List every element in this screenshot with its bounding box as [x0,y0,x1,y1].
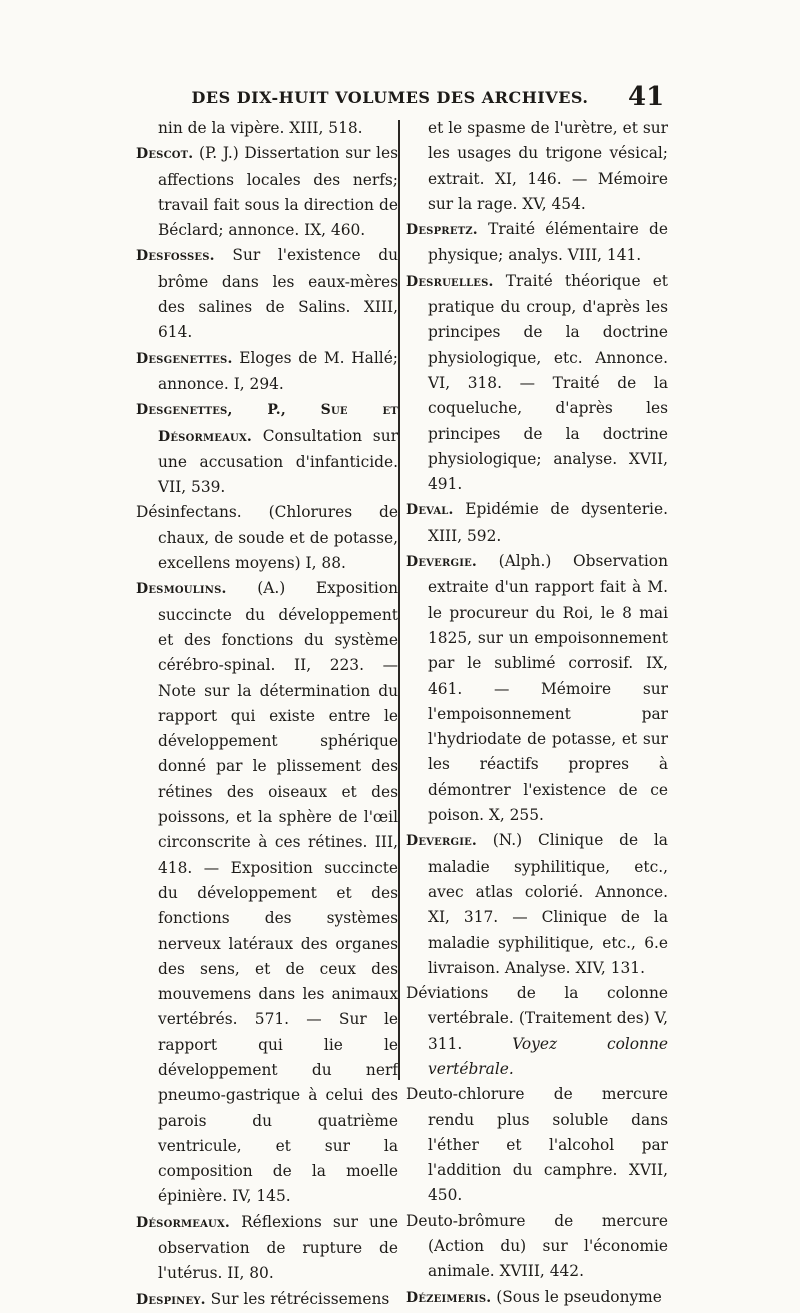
index-entry: Desfosses. Sur l'existence du brôme dans les eaux-mères des salines de Salins. XIII, 614. [136,246,398,342]
index-entry: Desmoulins. (A.) Exposition succincte du développement et des fonctions du système cérébro-spinal. II, 223. — Note sur la détermination du rapport qui existe entre le développement sphérique donné par le plissement des rétines des oiseaux et des poissons, et la sphère de l'œil circonscrite à ces rétines. III, 418. — Exposition succincte du développement et des fonctions des systèmes nerveux latéraux des organes des sens, et de ceux des mouvemens dans les animaux vertébrés. 571. — Sur le rapport qui lie le développement du nerf pneumo-gastrique à celui des parois du quatrième ventricule, et sur la composition de la moelle épinière. IV, 145. [136,579,398,1206]
entry-headword: Despiney. [136,1291,206,1308]
cross-reference: Voyez colonne vertébrale. [428,1034,668,1078]
index-entry: Deuto-brômure de mercure (Action du) sur l'économie animale. XVIII, 442. [406,1211,668,1281]
index-entry: Deuto-chlorure de mercure rendu plus soluble dans l'éther et l'alcohol par l'addition du camphre. XVII, 450. [406,1085,668,1205]
entry-headword: Desgenettes, P., Sue et Désormeaux. [136,402,398,445]
entry-headword: Despretz. [406,222,478,239]
index-entry: Déviations de la colonne vertébrale. (Traitement des) V, 311. Voyez colonne vertébrale. [406,984,668,1078]
index-entry: Despiney. Sur les rétrécissemens [136,1289,390,1308]
entry-headword: Descot. [136,146,194,163]
entry-headword: Desruelles. [406,273,494,290]
index-entry: Dézeimeris. (Sous le pseudonyme [406,1287,662,1306]
index-entry: Devergie. (Alph.) Observation extraite d'un rapport fait à M. le procureur du Roi, le 8 mai 1825, sur un empoisonnement par le sublimé corrosif. IX, 461. — Mémoire sur l'empoisonnement par l'hydriodate de potasse, et sur les réactifs propres à démontrer l'existence de ce poison. X, 255. [406,552,668,825]
left-column [136,116,398,1313]
entry-headword: Desmoulins. [136,581,227,598]
index-entry: Désinfectans. (Chlorures de chaux, de soude et de potasse, excellens moyens) I, 88. [136,503,398,573]
running-head: DES DIX-HUIT VOLUMES DES ARCHIVES. [191,88,589,107]
index-entry: nin de la vipère. XIII, 518. [158,119,363,137]
index-entry: Désormeaux. Réflexions sur une observation de rupture de l'utérus. II, 80. [136,1212,398,1283]
index-entry: et le spasme de l'urètre, et sur les usages du trigone vésical; extrait. XI, 146. — Mémoire sur la rage. XV, 454. [428,119,668,213]
page-number: 41 [628,82,665,112]
index-entry: Devergie. (N.) Clinique de la maladie syphilitique, etc., avec atlas colorié. Annonce. XI, 317. — Clinique de la maladie syphilitique, etc., 6.e livraison. Analyse. XIV, 131. [406,831,668,977]
entry-headword: Desfosses. [136,248,215,265]
index-entry: Descot. (P. J.) Dissertation sur les affections locales des nerfs; travail fait sous la direction de Béclard; annonce. IX, 460. [136,144,398,240]
entry-headword: Devergie. [406,554,477,571]
index-entry: Desgenettes. Eloges de M. Hallé; annonce. I, 294. [136,348,398,393]
entry-headword: Dézeimeris. [406,1289,492,1306]
entry-headword: Devergie. [406,833,477,850]
index-entry: Desgenettes, P., Sue et Désormeaux. Consultation sur une accusation d'infanticide. VII, 539. [136,402,398,497]
index-entry: Despretz. Traité élémentaire de physique; analys. VIII, 141. [406,220,668,265]
entry-headword: Deval. [406,502,454,519]
index-entry: Desruelles. Traité théorique et pratique du croup, d'après les principes de la doctrine physiologique, etc. Annonce. VI, 318. — Traité de la coqueluche, d'après les principes de la doctrine physiologique; analyse. XVII, 491. [406,271,668,494]
right-column [406,116,668,1311]
entry-headword: Désormeaux. [136,1214,231,1231]
column-divider [398,120,400,1080]
entry-headword: Desgenettes. [136,350,233,367]
index-entry: Deval. Epidémie de dysenterie. XIII, 592. [406,500,668,545]
